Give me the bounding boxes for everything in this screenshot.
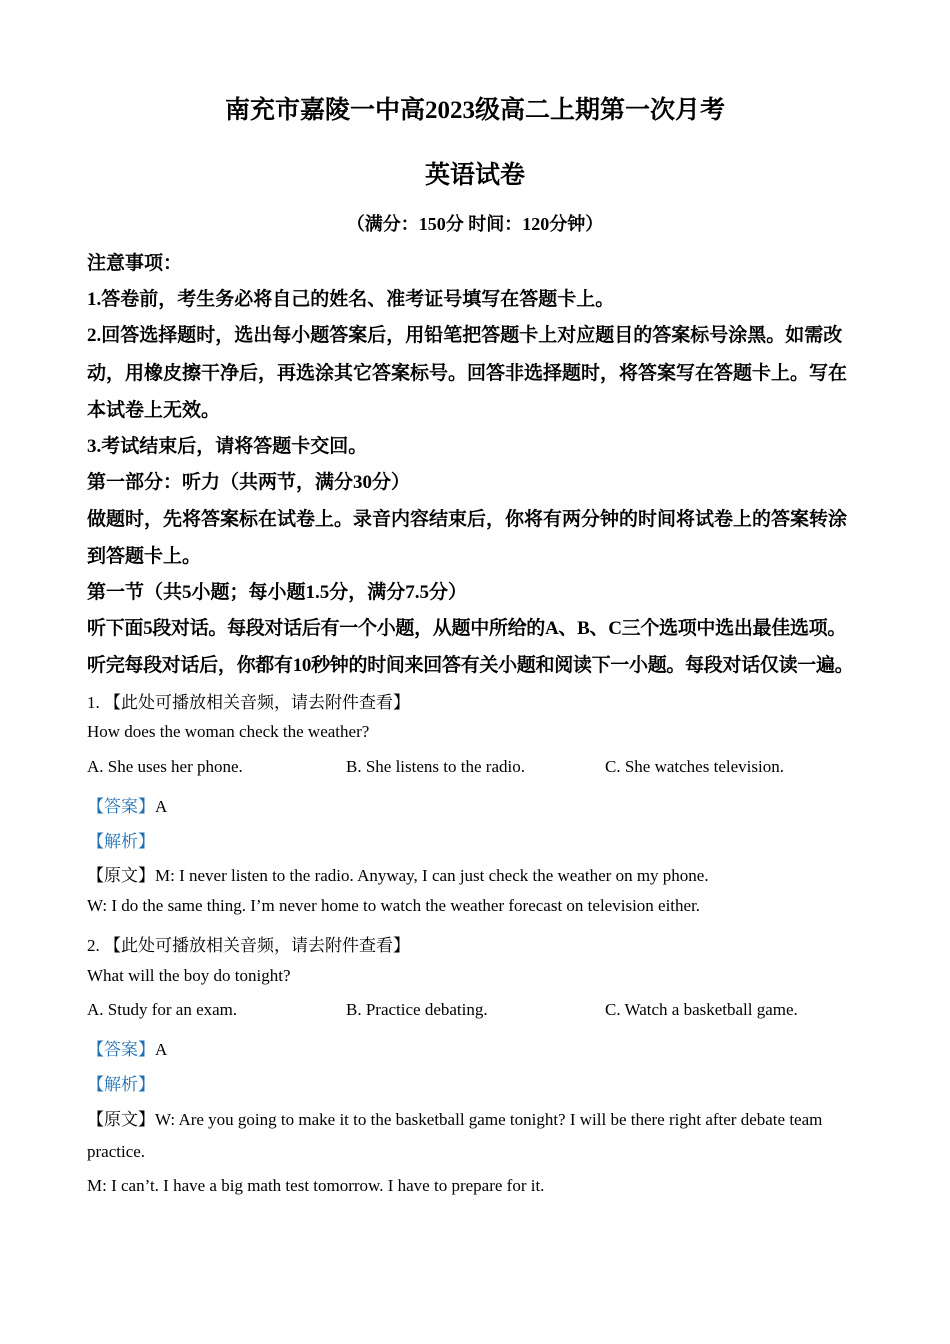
question-2-option-b: B. Practice debating. <box>346 1000 488 1019</box>
part1-instructions-line-2: 到答题卡上。 <box>87 546 202 567</box>
question-1-audio-note: 1. 【此处可播放相关音频，请去附件查看】 <box>87 693 410 712</box>
question-2-script-line-1 <box>87 1105 822 1130</box>
section1-instructions-line-2: 听完每段对话后，你都有10秒钟的时间来回答有关小题和阅读下一小题。每段对话仅读一遍。 <box>87 655 854 676</box>
answer-value: A <box>155 1040 168 1059</box>
page-subtitle: 英语试卷 <box>424 162 525 189</box>
answer-value: A <box>155 797 168 816</box>
answer-tag: 【答案】 <box>87 797 155 816</box>
question-2-option-a: A. Study for an exam. <box>87 1000 238 1019</box>
script-text: W: Are you going to make it to the basketball game tonight? I will be there right after debate team <box>155 1110 823 1129</box>
script-text: M: I never listen to the radio. Anyway, I can just check the weather on my phone. <box>155 866 709 885</box>
question-2-text: What will the boy do tonight? <box>87 966 291 985</box>
notice-item-3: 3.考试结束后，请将答题卡交回。 <box>87 436 368 457</box>
part1-instructions-line-1: 做题时，先将答案标在试卷上。录音内容结束后，你将有两分钟的时间将试卷上的答案转涂 <box>87 509 848 530</box>
question-1-text: How does the woman check the weather? <box>87 722 370 741</box>
question-1-option-b: B. She listens to the radio. <box>346 757 525 776</box>
part1-heading: 第一部分：听力（共两节，满分30分） <box>87 472 411 493</box>
question-1-analysis-tag: 【解析】 <box>87 832 155 851</box>
notice-item-2-line-1: 2.回答选择题时，选出每小题答案后，用铅笔把答题卡上对应题目的答案标号涂黑。如需改 <box>87 325 843 346</box>
question-2-script-line-2: practice. <box>87 1142 146 1161</box>
notice-item-1: 1.答卷前，考生务必将自己的姓名、准考证号填写在答题卡上。 <box>87 289 615 310</box>
question-1-answer <box>87 792 167 817</box>
script-tag: 【原文】 <box>87 1110 155 1129</box>
question-1-option-c: C. She watches television. <box>605 757 784 776</box>
question-1-script-line-2: W: I do the same thing. I’m never home to watch the weather forecast on television either. <box>87 896 701 915</box>
exam-meta: （满分：150分 时间：120分钟） <box>346 214 604 234</box>
notice-item-2-line-3: 本试卷上无效。 <box>87 400 221 421</box>
question-2-analysis-tag: 【解析】 <box>87 1075 155 1094</box>
page-title: 南充市嘉陵一中高2023级高二上期第一次月考 <box>224 97 725 124</box>
question-1-option-a: A. She uses her phone. <box>87 757 243 776</box>
question-2-audio-note: 2. 【此处可播放相关音频，请去附件查看】 <box>87 936 410 955</box>
section1-instructions-line-1: 听下面5段对话。每段对话后有一个小题，从题中所给的A、B、C三个选项中选出最佳选项。 <box>87 618 847 639</box>
question-1-script-line-1 <box>87 861 709 886</box>
answer-tag: 【答案】 <box>87 1040 155 1059</box>
question-2-option-c: C. Watch a basketball game. <box>605 1000 798 1019</box>
notice-heading: 注意事项： <box>87 253 183 274</box>
question-2-script-line-3: M: I can’t. I have a big math test tomorrow. I have to prepare for it. <box>87 1176 545 1195</box>
section1-heading: 第一节（共5小题；每小题1.5分，满分7.5分） <box>87 582 468 603</box>
notice-item-2-line-2: 动，用橡皮擦干净后，再选涂其它答案标号。回答非选择题时，将答案写在答题卡上。写在 <box>87 363 848 384</box>
question-2-answer <box>87 1035 167 1060</box>
script-tag: 【原文】 <box>87 866 155 885</box>
